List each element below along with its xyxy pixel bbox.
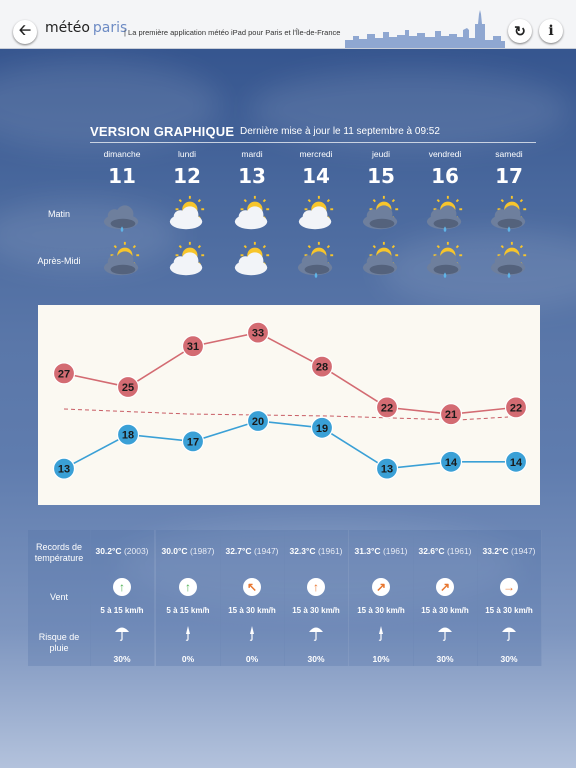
- sun-rain-icon[interactable]: [289, 240, 343, 280]
- temperature-chart: [38, 305, 540, 505]
- record-year: (1961): [382, 546, 408, 556]
- day-number: 12: [173, 164, 201, 188]
- closed-umbrella-icon: [372, 625, 390, 641]
- wind-direction-icon: ↑: [113, 578, 131, 596]
- day-name: dimanche: [103, 149, 141, 159]
- rain-risk: 0%: [181, 654, 195, 664]
- sun-rain-icon[interactable]: [418, 194, 472, 234]
- temperature-record: [284, 546, 348, 556]
- sun-rain-icon[interactable]: [482, 194, 536, 234]
- min-temperature-label: 17: [186, 436, 200, 449]
- background-cloud: [380, 230, 576, 310]
- wind-speed: 15 à 30 km/h: [228, 606, 276, 615]
- sun-cloud-icon[interactable]: [289, 194, 343, 234]
- day-name: vendredi: [428, 149, 462, 159]
- max-temperature-label: 28: [315, 361, 329, 374]
- wind-speed: 5 à 15 km/h: [166, 606, 210, 615]
- divider: [90, 142, 536, 143]
- record-year: (1961): [317, 546, 343, 556]
- wind-speed: 15 à 30 km/h: [485, 606, 533, 615]
- records-label: Records de température: [34, 542, 84, 563]
- sun-dark-cloud-icon[interactable]: [354, 194, 408, 234]
- sun-dark-cloud-icon[interactable]: [95, 240, 149, 280]
- day-number: 15: [367, 164, 395, 188]
- temperature-record: [90, 546, 154, 556]
- open-umbrella-icon: [436, 625, 454, 641]
- closed-umbrella-icon: [243, 625, 261, 641]
- row-label-afternoon: Après-Midi: [37, 256, 81, 266]
- info-button[interactable]: [539, 19, 563, 43]
- record-temp: 33.2°C: [482, 546, 509, 556]
- day-name: mardi: [241, 149, 263, 159]
- record-temp: 32.3°C: [289, 546, 316, 556]
- rain-risk: 0%: [245, 654, 259, 664]
- temperature-record: [349, 546, 413, 556]
- wind-label: Vent: [49, 592, 69, 602]
- background-cloud: [250, 70, 570, 150]
- max-temperature-label: 22: [380, 402, 394, 415]
- wind-direction-icon: ↖: [243, 578, 261, 596]
- record-temp: 31.3°C: [354, 546, 381, 556]
- wind-speed: 15 à 30 km/h: [421, 606, 469, 615]
- temperature-record: [477, 546, 541, 556]
- max-temperature-label: 31: [186, 341, 200, 354]
- refresh-button[interactable]: [508, 19, 532, 43]
- paris-skyline-icon: [345, 10, 505, 48]
- rain-cloud-icon[interactable]: [95, 194, 149, 234]
- sun-cloud-icon[interactable]: [160, 194, 214, 234]
- temperature-record: [413, 546, 477, 556]
- open-umbrella-icon: [113, 625, 131, 641]
- max-temperature-line: [64, 333, 516, 415]
- record-temp: 30.0°C: [161, 546, 188, 556]
- sun-cloud-icon[interactable]: [225, 240, 279, 280]
- tagline: | La première application météo iPad pour Paris et l'Île-de-France: [124, 28, 341, 37]
- record-year: (1947): [253, 546, 279, 556]
- min-temperature-label: 18: [121, 429, 135, 442]
- rain-label: Risque de pluie: [38, 632, 80, 653]
- temperature-record: [220, 546, 284, 556]
- last-update-text: Dernière mise à jour le 11 septembre à 09:52: [240, 126, 440, 137]
- sun-cloud-icon[interactable]: [160, 240, 214, 280]
- rain-risk: 10%: [372, 654, 390, 664]
- record-temp: 32.6°C: [418, 546, 445, 556]
- temperature-graph: [38, 305, 540, 505]
- day-name: samedi: [495, 149, 523, 159]
- closed-umbrella-icon: [179, 625, 197, 641]
- record-year: (1947): [510, 546, 536, 556]
- wind-direction-icon: ↑: [307, 578, 325, 596]
- min-temperature-label: 14: [509, 456, 523, 469]
- row-label-morning: Matin: [47, 209, 70, 219]
- refresh-icon: ↻: [514, 22, 526, 39]
- sun-rain-icon[interactable]: [418, 240, 472, 280]
- day-number: 13: [238, 164, 266, 188]
- wind-speed: 15 à 30 km/h: [357, 606, 405, 615]
- day-number: 16: [431, 164, 459, 188]
- min-temperature-label: 20: [251, 416, 265, 428]
- record-year: (1961): [446, 546, 472, 556]
- min-temperature-label: 14: [444, 456, 458, 469]
- wind-direction-icon: ↗: [372, 578, 390, 596]
- rain-risk: 30%: [307, 654, 325, 664]
- wind-direction-icon: →: [500, 578, 518, 596]
- brand-city: paris: [92, 20, 128, 36]
- min-temperature-label: 13: [380, 463, 394, 476]
- record-year: (2003): [123, 546, 149, 556]
- day-name: mercredi: [299, 149, 333, 159]
- max-temperature-label: 22: [509, 402, 523, 415]
- wind-speed: 15 à 30 km/h: [292, 606, 340, 615]
- details-table: [28, 530, 542, 666]
- mode-title[interactable]: VERSION GRAPHIQUE: [90, 124, 235, 139]
- rain-risk: 30%: [500, 654, 518, 664]
- max-temperature-label: 25: [121, 382, 135, 394]
- record-year: (1987): [189, 546, 215, 556]
- day-name: lundi: [178, 149, 196, 159]
- open-umbrella-icon: [307, 625, 325, 641]
- app-logo: [45, 20, 127, 36]
- back-button[interactable]: [13, 20, 37, 44]
- day-number: 11: [108, 164, 136, 188]
- open-umbrella-icon: [500, 625, 518, 641]
- wind-direction-icon: ↗: [436, 578, 454, 596]
- rain-risk: 30%: [436, 654, 454, 664]
- record-temp: 32.7°C: [225, 546, 252, 556]
- record-temp: 30.2°C: [95, 546, 122, 556]
- sun-cloud-icon[interactable]: [225, 194, 279, 234]
- max-temperature-label: 27: [57, 368, 71, 381]
- max-temperature-label: 33: [251, 327, 265, 340]
- info-icon: i: [548, 23, 554, 39]
- min-temperature-label: 13: [57, 463, 71, 476]
- rain-risk: 30%: [113, 654, 131, 664]
- max-temperature-label: 21: [444, 409, 458, 422]
- day-name: jeudi: [372, 149, 390, 159]
- wind-direction-icon: ↑: [179, 578, 197, 596]
- sun-rain-icon[interactable]: [482, 240, 536, 280]
- wind-speed: 5 à 15 km/h: [100, 606, 144, 615]
- top-bar: [0, 0, 576, 49]
- day-number: 17: [495, 164, 523, 188]
- brand-meteo: météo: [45, 20, 90, 36]
- min-temperature-label: 19: [315, 422, 329, 435]
- back-arrow-icon: 🡠: [18, 21, 32, 39]
- temperature-record: [156, 546, 220, 556]
- day-number: 14: [302, 164, 330, 188]
- sun-dark-cloud-icon[interactable]: [354, 240, 408, 280]
